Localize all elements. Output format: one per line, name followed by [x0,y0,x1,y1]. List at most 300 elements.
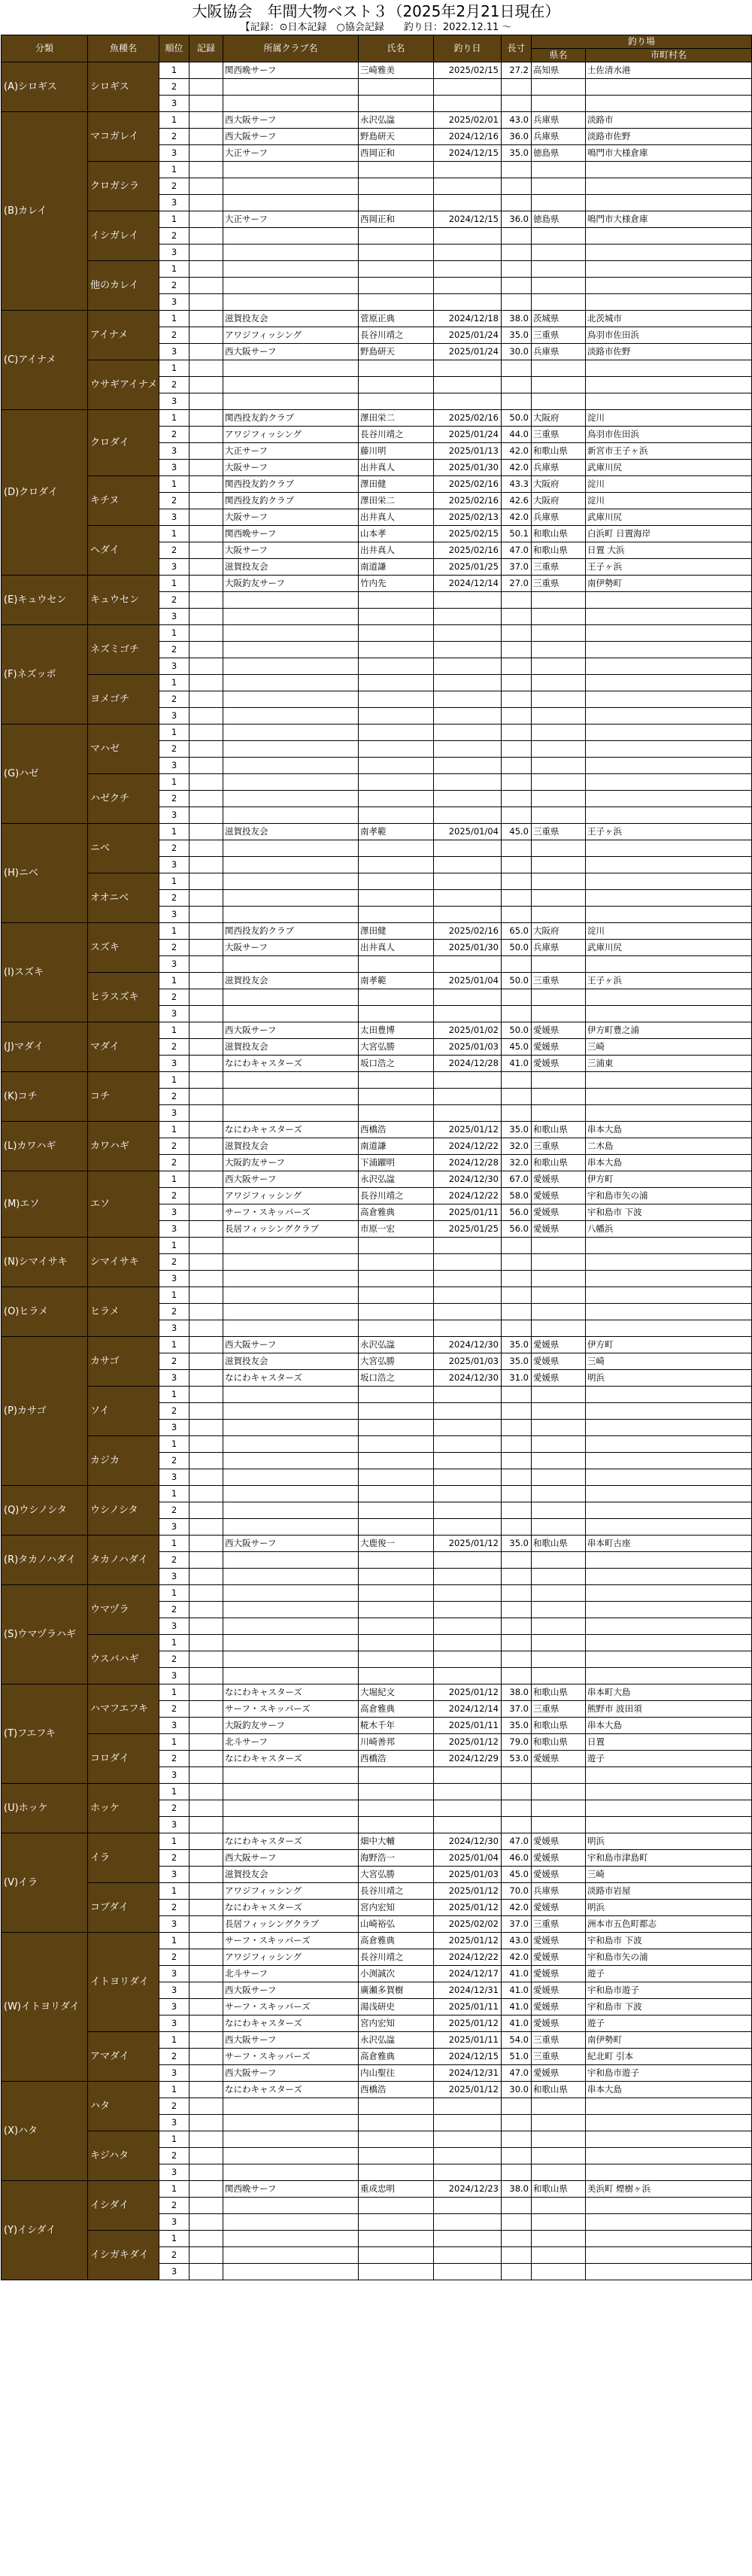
record-cell [190,2198,223,2214]
record-cell [190,1469,223,1486]
club-cell [223,1618,359,1635]
length-cell: 45.0 [502,1867,532,1883]
length-cell [502,807,532,824]
city-cell [586,1403,752,1420]
date-cell [434,1668,502,1684]
angler-name-cell [359,791,434,807]
length-cell [502,1635,532,1651]
prefecture-cell: 三重県 [532,824,586,840]
table-row [2,1337,752,1353]
city-cell [586,873,752,890]
record-cell [190,559,223,576]
fish-name-cell: シロギス [88,62,159,112]
rank-cell: 1 [159,2131,190,2148]
club-cell: 大阪サーフ [223,460,359,476]
fish-name-cell: マダイ [88,1022,159,1072]
city-cell: 鳴門市大様倉庫 [586,145,752,162]
record-cell [190,542,223,559]
record-cell [190,1287,223,1304]
angler-name-cell: 湯浅研史 [359,1999,434,2016]
angler-name-cell: 山崎裕弘 [359,1916,434,1933]
rank-cell: 1 [159,1635,190,1651]
club-cell [223,956,359,973]
city-cell: 伊方町 [586,1171,752,1188]
club-cell [223,1006,359,1022]
city-cell [586,2115,752,2131]
table-row [2,973,752,989]
prefecture-cell: 愛媛県 [532,1353,586,1370]
date-cell: 2025/01/03 [434,1353,502,1370]
city-cell: 伊方町豊之浦 [586,1022,752,1039]
city-cell [586,1436,752,1453]
prefecture-cell [532,162,586,178]
length-cell [502,178,532,195]
angler-name-cell: 高倉雅典 [359,2049,434,2065]
prefecture-cell [532,1635,586,1651]
record-cell [190,62,223,79]
angler-name-cell [359,1602,434,1618]
angler-name-cell: 永沢弘諡 [359,1337,434,1353]
angler-name-cell: 長谷川靖之 [359,327,434,344]
date-cell: 2024/12/30 [434,1337,502,1353]
record-cell [190,278,223,294]
length-cell: 38.0 [502,311,532,327]
prefecture-cell [532,724,586,741]
length-cell [502,360,532,377]
angler-name-cell [359,1668,434,1684]
prefecture-cell: 三重県 [532,576,586,592]
rank-cell: 2 [159,1403,190,1420]
club-cell [223,592,359,609]
club-cell [223,857,359,873]
record-cell [190,1453,223,1469]
city-cell [586,162,752,178]
date-cell [434,393,502,410]
length-cell [502,1420,532,1436]
city-cell: 熊野市 波田須 [586,1701,752,1718]
length-cell: 44.0 [502,427,532,443]
angler-name-cell [359,1618,434,1635]
date-cell: 2024/12/16 [434,129,502,145]
length-cell: 51.0 [502,2049,532,2065]
city-cell [586,2247,752,2264]
club-cell [223,162,359,178]
date-cell [434,741,502,758]
record-table-body [2,62,752,2280]
length-cell: 37.0 [502,1916,532,1933]
record-cell [190,211,223,228]
rank-cell: 1 [159,1022,190,1039]
record-cell [190,1105,223,1122]
date-cell [434,791,502,807]
rank-cell: 1 [159,360,190,377]
prefecture-cell: 愛媛県 [532,1370,586,1387]
angler-name-cell: 出井真人 [359,940,434,956]
length-cell [502,890,532,907]
prefecture-cell: 和歌山県 [532,1536,586,1552]
prefecture-cell [532,2115,586,2131]
record-cell [190,1486,223,1502]
length-cell [502,1784,532,1800]
table-row [2,1122,752,1138]
prefecture-cell [532,890,586,907]
record-cell [190,1850,223,1867]
club-cell: 滋賀投友会 [223,1353,359,1370]
record-cell [190,609,223,625]
fish-name-cell: ホッケ [88,1784,159,1833]
city-cell: 明浜 [586,1900,752,1916]
city-cell: 淡路市岩屋 [586,1883,752,1900]
length-cell [502,228,532,245]
angler-name-cell [359,2198,434,2214]
length-cell [502,774,532,791]
date-cell [434,1618,502,1635]
record-cell [190,1204,223,1221]
date-cell [434,1072,502,1089]
angler-name-cell: 大鹿俊一 [359,1536,434,1552]
length-cell [502,245,532,261]
date-cell [434,658,502,675]
club-cell [223,1585,359,1602]
prefecture-cell: 徳島県 [532,211,586,228]
prefecture-cell [532,1238,586,1254]
record-cell [190,2231,223,2247]
length-cell [502,1089,532,1105]
prefecture-cell: 三重県 [532,2032,586,2049]
club-cell [223,774,359,791]
fish-name-cell: キュウセン [88,576,159,625]
date-cell: 2024/12/15 [434,211,502,228]
prefecture-cell: 愛媛県 [532,1850,586,1867]
record-cell [190,1684,223,1701]
rank-cell: 1 [159,1387,190,1403]
table-row [2,576,752,592]
header-date: 釣り日 [434,35,502,62]
city-cell: 武庫川尻 [586,460,752,476]
record-cell [190,1916,223,1933]
city-cell: 南伊勢町 [586,576,752,592]
record-cell [190,1751,223,1767]
prefecture-cell: 愛媛県 [532,1171,586,1188]
record-cell [190,1122,223,1138]
angler-name-cell [359,1469,434,1486]
length-cell: 56.0 [502,1204,532,1221]
angler-name-cell: 西橋浩 [359,1122,434,1138]
length-cell: 41.0 [502,2016,532,2032]
rank-cell: 2 [159,1751,190,1767]
record-cell [190,1304,223,1320]
length-cell: 37.0 [502,559,532,576]
city-cell: 淀川 [586,923,752,940]
date-cell [434,840,502,857]
prefecture-cell [532,609,586,625]
club-cell [223,1552,359,1569]
prefecture-cell: 和歌山県 [532,1684,586,1701]
angler-name-cell [359,1320,434,1337]
angler-name-cell [359,807,434,824]
record-cell [190,377,223,393]
length-cell: 50.0 [502,1022,532,1039]
city-cell [586,1089,752,1105]
prefecture-cell: 愛媛県 [532,1867,586,1883]
rank-cell: 1 [159,1122,190,1138]
date-cell [434,261,502,278]
header-rank: 順位 [159,35,190,62]
record-cell [190,1949,223,1966]
angler-name-cell [359,1569,434,1585]
rank-cell: 3 [159,2115,190,2131]
angler-name-cell [359,1502,434,1519]
fish-name-cell: タカノハダイ [88,1536,159,1585]
club-cell [223,195,359,211]
table-row [2,62,752,79]
city-cell [586,178,752,195]
club-cell: 西大阪サーフ [223,2065,359,2082]
length-cell: 41.0 [502,1966,532,1982]
prefecture-cell [532,741,586,758]
date-cell: 2025/02/16 [434,410,502,427]
length-cell [502,1105,532,1122]
angler-name-cell [359,278,434,294]
angler-name-cell [359,625,434,642]
record-cell [190,1618,223,1635]
club-cell [223,360,359,377]
club-cell: アワジフィッシング [223,1188,359,1204]
club-cell: 滋賀投友会 [223,559,359,576]
prefecture-cell [532,1453,586,1469]
club-cell [223,1602,359,1618]
angler-name-cell [359,1403,434,1420]
table-row [2,724,752,741]
length-cell [502,2198,532,2214]
record-cell [190,642,223,658]
record-cell [190,2247,223,2264]
date-cell [434,294,502,311]
city-cell [586,377,752,393]
record-cell [190,393,223,410]
rank-cell: 2 [159,327,190,344]
record-cell [190,940,223,956]
length-cell: 42.0 [502,443,532,460]
city-cell: 遊子 [586,1751,752,1767]
city-cell [586,741,752,758]
record-cell [190,1668,223,1684]
table-row [2,1784,752,1800]
length-cell: 31.0 [502,1370,532,1387]
club-cell [223,1271,359,1287]
length-cell: 42.0 [502,1949,532,1966]
prefecture-cell [532,807,586,824]
rank-cell: 3 [159,1867,190,1883]
angler-name-cell [359,658,434,675]
angler-name-cell: 太田豊博 [359,1022,434,1039]
angler-name-cell [359,2115,434,2131]
rank-cell: 1 [159,625,190,642]
record-cell [190,2264,223,2280]
length-cell: 42.6 [502,493,532,509]
angler-name-cell: 南道謙 [359,559,434,576]
club-cell: 西大阪サーフ [223,129,359,145]
angler-name-cell [359,162,434,178]
date-cell: 2025/01/24 [434,327,502,344]
length-cell: 27.2 [502,62,532,79]
prefecture-cell: 愛媛県 [532,1982,586,1999]
length-cell [502,393,532,410]
length-cell: 58.0 [502,1188,532,1204]
date-cell: 2025/01/04 [434,973,502,989]
rank-cell: 1 [159,1585,190,1602]
angler-name-cell: 高倉雅典 [359,1933,434,1949]
angler-name-cell [359,1105,434,1122]
angler-name-cell: 野島研天 [359,344,434,360]
fish-name-cell: クロガシラ [88,162,159,211]
city-cell [586,1519,752,1536]
prefecture-cell: 三重県 [532,1701,586,1718]
length-cell [502,1767,532,1784]
prefecture-cell [532,1436,586,1453]
length-cell [502,2148,532,2164]
header-club: 所属クラブ名 [223,35,359,62]
prefecture-cell [532,79,586,96]
prefecture-cell [532,1767,586,1784]
rank-cell: 1 [159,1734,190,1751]
city-cell [586,840,752,857]
city-cell: 三崎 [586,1039,752,1056]
club-cell: なにわキャスターズ [223,2082,359,2098]
rank-cell: 1 [159,2032,190,2049]
city-cell [586,675,752,691]
city-cell [586,2098,752,2115]
prefecture-cell [532,1668,586,1684]
prefecture-cell [532,1271,586,1287]
prefecture-cell: 和歌山県 [532,1122,586,1138]
length-cell [502,1602,532,1618]
prefecture-cell: 愛媛県 [532,1949,586,1966]
length-cell [502,1585,532,1602]
city-cell [586,1502,752,1519]
length-cell [502,1254,532,1271]
club-cell: 大阪釣友サーフ [223,1155,359,1171]
date-cell: 2024/12/18 [434,311,502,327]
city-cell: 串本町大島 [586,1684,752,1701]
rank-cell: 2 [159,377,190,393]
length-cell: 47.0 [502,542,532,559]
prefecture-cell: 兵庫県 [532,460,586,476]
city-cell: 宇和島市 下波 [586,1204,752,1221]
angler-name-cell [359,1784,434,1800]
city-cell: 八幡浜 [586,1221,752,1238]
prefecture-cell: 三重県 [532,327,586,344]
date-cell: 2025/01/12 [434,1536,502,1552]
prefecture-cell [532,1618,586,1635]
angler-name-cell [359,228,434,245]
prefecture-cell [532,873,586,890]
record-cell [190,526,223,542]
city-cell: 宇和島市 下波 [586,1999,752,2016]
table-row [2,873,752,890]
city-cell [586,592,752,609]
club-cell [223,1784,359,1800]
length-cell: 35.0 [502,327,532,344]
angler-name-cell [359,724,434,741]
length-cell [502,261,532,278]
prefecture-cell: 兵庫県 [532,509,586,526]
club-cell: アワジフィッシング [223,427,359,443]
length-cell [502,2231,532,2247]
length-cell: 53.0 [502,1751,532,1767]
record-cell [190,807,223,824]
club-cell [223,2115,359,2131]
table-row [2,625,752,642]
length-cell: 32.0 [502,1138,532,1155]
rank-cell: 2 [159,493,190,509]
city-cell: 武庫川尻 [586,940,752,956]
record-cell [190,758,223,774]
rank-cell: 2 [159,1138,190,1155]
length-cell: 35.0 [502,1536,532,1552]
prefecture-cell: 三重県 [532,1916,586,1933]
record-cell [190,592,223,609]
category-cell: (Y)イシダイ [2,2181,88,2280]
angler-name-cell [359,195,434,211]
record-cell [190,410,223,427]
length-cell [502,1668,532,1684]
prefecture-cell: 和歌山県 [532,443,586,460]
record-cell [190,2065,223,2082]
length-cell: 32.0 [502,1155,532,1171]
fish-name-cell: ヘダイ [88,526,159,576]
angler-name-cell [359,1635,434,1651]
date-cell [434,758,502,774]
record-cell [190,96,223,112]
angler-name-cell: 永沢弘諡 [359,112,434,129]
rank-cell: 3 [159,509,190,526]
prefecture-cell: 愛媛県 [532,1022,586,1039]
length-cell: 50.0 [502,410,532,427]
club-cell: 関西投友釣クラブ [223,923,359,940]
club-cell [223,2198,359,2214]
length-cell [502,1817,532,1833]
date-cell [434,2231,502,2247]
record-cell [190,675,223,691]
record-cell [190,956,223,973]
length-cell: 42.0 [502,509,532,526]
club-cell [223,1486,359,1502]
angler-name-cell [359,2148,434,2164]
record-cell [190,360,223,377]
length-cell [502,1618,532,1635]
club-cell [223,79,359,96]
rank-cell: 2 [159,1949,190,1966]
length-cell: 43.0 [502,112,532,129]
prefecture-cell: 愛媛県 [532,1221,586,1238]
header-city: 市町村名 [586,49,752,62]
header-record: 記録 [190,35,223,62]
prefecture-cell [532,377,586,393]
length-cell: 45.0 [502,824,532,840]
fish-name-cell: マハゼ [88,724,159,774]
rank-cell: 2 [159,542,190,559]
angler-name-cell: 出井真人 [359,509,434,526]
category-cell: (V)イラ [2,1833,88,1933]
date-cell: 2025/02/13 [434,509,502,526]
rank-cell: 1 [159,2231,190,2247]
prefecture-cell [532,1320,586,1337]
angler-name-cell: 竹内先 [359,576,434,592]
club-cell [223,658,359,675]
length-cell [502,1486,532,1502]
angler-name-cell [359,1304,434,1320]
